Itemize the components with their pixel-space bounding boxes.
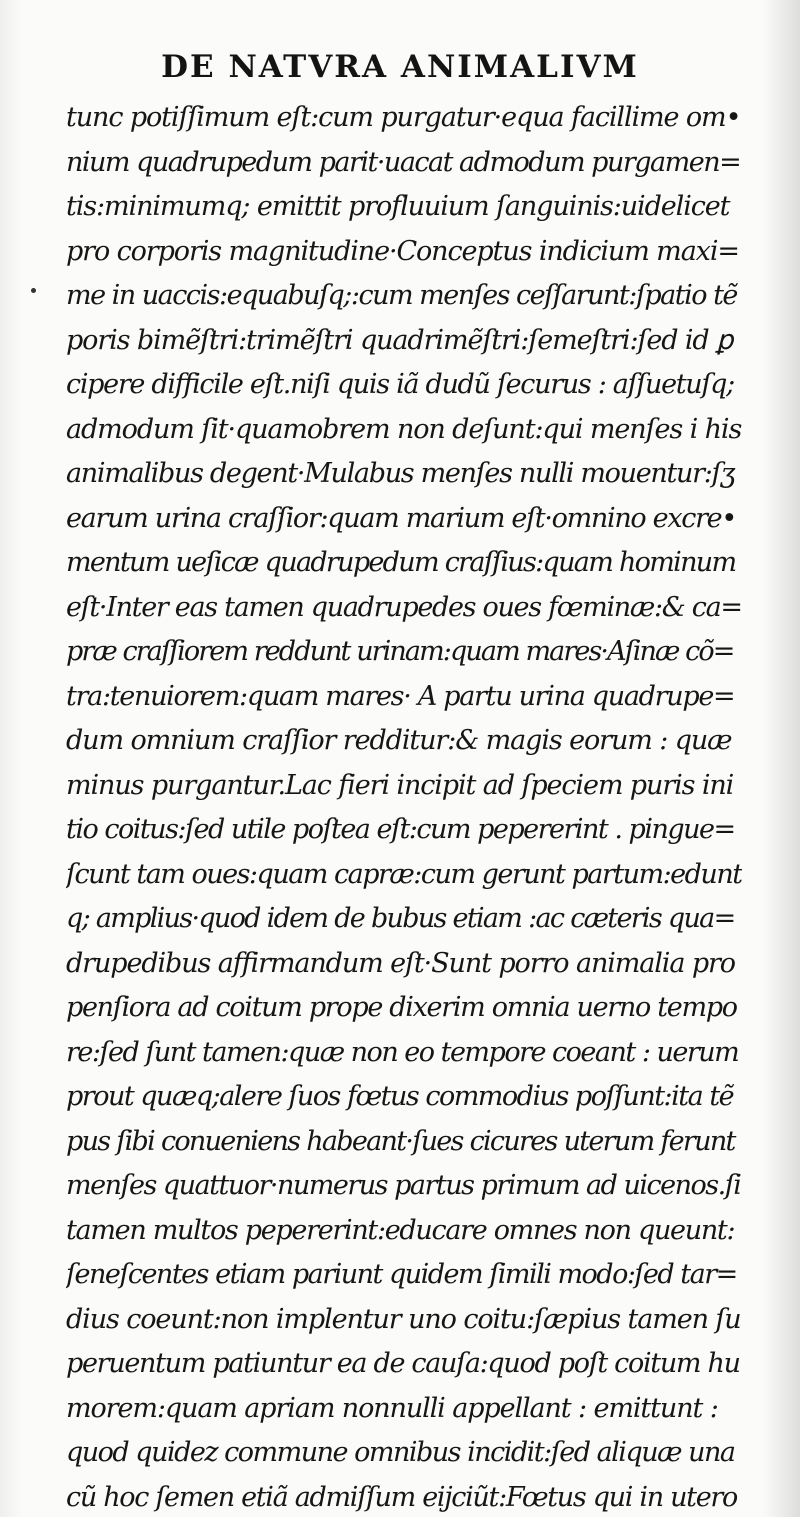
text-line: tio coitus:ſed utile poſtea eſt:cum pepererint . pingue= <box>66 814 735 845</box>
text-line: cipere difficile eſt.niſi quis iã dudũ ſecurus : aſſuetuſq; <box>66 369 734 400</box>
text-line: ſcunt tam oues:quam capræ:cum gerunt partum:edunt <box>66 858 742 890</box>
text-line: pus ſibi conueniens habeant·ſues cicures uterum ferunt <box>66 1125 735 1157</box>
text-line: drupedibus affirmandum eſt·Sunt porro animalia pro <box>66 947 735 979</box>
text-line: prout quæq;alere ſuos fœtus commodius poſſunt:ita tẽ <box>66 1081 734 1112</box>
text-line: dius coeunt:non implentur uno coitu:ſæpius tamen ſu <box>66 1303 741 1335</box>
text-line: nium quadrupedum parit·uacat admodum purgamen= <box>66 146 741 178</box>
text-line: eſt·Inter eas tamen quadrupedes oues fœminæ:& ca= <box>66 591 742 623</box>
text-line: tunc potiſſimum eſt:cum purgatur·equa facillime om• <box>66 102 741 133</box>
text-line: menſes quattuor·numerus partus primum ad uicenos.ſi <box>66 1170 741 1201</box>
text-line: q; amplius·quod idem de bubus etiam :ac cæteris qua= <box>66 903 735 934</box>
text-line: tamen multos pepererint:educare omnes non queunt: <box>66 1214 735 1246</box>
page-gutter-shadow <box>0 0 22 1517</box>
text-line: tis:minimumq; emittit profluuium ſanguinis:uidelicet <box>66 191 730 222</box>
text-line: dum omnium craſſior redditur:& magis eorum : quæ <box>66 725 732 756</box>
text-line: minus purgantur.Lac fieri incipit ad ſpeciem puris ini <box>66 769 734 801</box>
text-line: earum urina craſſior:quam marium eſt·omnino excre• <box>66 502 736 534</box>
text-block <box>66 96 742 1517</box>
text-line: admodum ſit·quamobrem non deſunt:qui menſes i his <box>66 413 742 445</box>
text-line: morem:quam apriam nonnulli appellant : emittunt : <box>66 1392 718 1424</box>
text-line: poris bimẽſtri:trimẽſtri quadrimẽſtri:ſemeſtri:ſed id ꝑ <box>66 324 733 356</box>
text-line: peruentum patiuntur ea de cauſa:quod poſt coitum hu <box>66 1348 740 1379</box>
text-line: penſiora ad coitum prope dixerim omnia uerno tempo <box>66 992 737 1023</box>
text-line: re:ſed ſunt tamen:quæ non eo tempore coeant : uerum <box>66 1036 739 1068</box>
text-line: cũ hoc ſemen etiã admiſſum eijciũt:Fœtus qui in utero <box>66 1481 737 1513</box>
text-line: præ craſſiorem reddunt urinam:quam mares·Aſinæ cõ= <box>66 636 734 667</box>
running-head: DE NATVRA ANIMALIVM <box>161 49 639 85</box>
text-line: animalibus degent·Mulabus menſes nulli mouentur:ſʒ <box>66 458 735 489</box>
margin-ink-dot <box>31 288 36 293</box>
text-line: ſeneſcentes etiam pariunt quidem ſimili modo:ſed tar= <box>66 1259 737 1290</box>
text-line: quod quidez commune omnibus incidit:ſed aliquæ una <box>66 1437 735 1468</box>
text-line: me in uaccis:equabuſq;:cum menſes ceſſarunt:ſpatio tẽ <box>66 280 737 311</box>
text-line: pro corporis magnitudine·Conceptus indicium maxi= <box>66 235 739 267</box>
page-edge-shadow <box>762 0 800 1517</box>
text-line: tra:tenuiorem:quam mares· A partu urina quadrupe= <box>66 680 735 712</box>
text-line: mentum ueſicæ quadrupedum craſſius:quam hominum <box>66 547 736 578</box>
